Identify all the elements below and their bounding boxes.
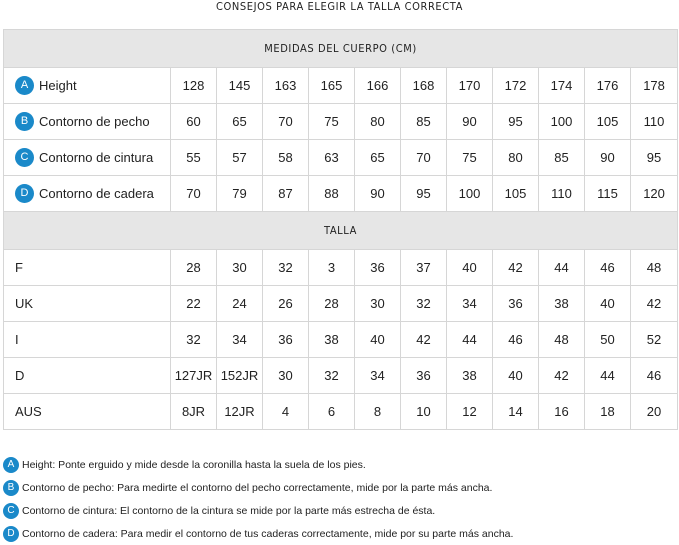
badge-icon: D xyxy=(3,526,19,542)
table-cell: 22 xyxy=(171,286,217,322)
table-cell: 85 xyxy=(401,104,447,140)
note-text: Contorno de pecho: Para medirte el contorno del pecho correctamente, mide por la parte más ancha. xyxy=(22,481,493,494)
table-cell: 32 xyxy=(401,286,447,322)
table-cell: 42 xyxy=(493,250,539,286)
table-cell: 28 xyxy=(309,286,355,322)
table-cell: 57 xyxy=(217,140,263,176)
badge-icon: B xyxy=(15,112,34,131)
badge-icon: A xyxy=(15,76,34,95)
table-cell: 55 xyxy=(171,140,217,176)
row-label xyxy=(4,250,171,286)
row-label-text: Contorno de cintura xyxy=(39,150,154,165)
size-header: TALLA xyxy=(4,212,678,250)
table-cell: 38 xyxy=(309,322,355,358)
size-chart-table xyxy=(3,29,678,430)
measurement-notes xyxy=(3,453,677,545)
table-cell: 32 xyxy=(309,358,355,394)
note-text: Height: Ponte erguido y mide desde la coronilla hasta la suela de los pies. xyxy=(22,458,366,471)
row-label xyxy=(4,286,171,322)
table-cell: 65 xyxy=(355,140,401,176)
row-label-text: D xyxy=(15,368,25,384)
badge-icon: C xyxy=(3,503,19,519)
table-cell: 46 xyxy=(493,322,539,358)
table-cell: 40 xyxy=(355,322,401,358)
table-cell: 120 xyxy=(631,176,678,212)
table-cell: 36 xyxy=(355,250,401,286)
table-cell: 65 xyxy=(217,104,263,140)
row-label-text: F xyxy=(15,260,23,276)
note-text: Contorno de cintura: El contorno de la cintura se mide por la parte más estrecha de ésta. xyxy=(22,504,436,517)
table-cell: 85 xyxy=(539,140,585,176)
table-cell: 110 xyxy=(631,104,678,140)
table-cell: 30 xyxy=(217,250,263,286)
table-cell: 95 xyxy=(401,176,447,212)
table-cell: 90 xyxy=(447,104,493,140)
table-cell: 100 xyxy=(447,176,493,212)
table-cell: 58 xyxy=(263,140,309,176)
table-row xyxy=(4,176,678,212)
table-cell: 172 xyxy=(493,68,539,104)
table-cell: 75 xyxy=(447,140,493,176)
table-cell: 46 xyxy=(631,358,678,394)
table-cell: 14 xyxy=(493,394,539,430)
table-cell: 95 xyxy=(631,140,678,176)
table-cell: 42 xyxy=(539,358,585,394)
table-cell: 165 xyxy=(309,68,355,104)
table-cell: 36 xyxy=(263,322,309,358)
table-cell: 30 xyxy=(355,286,401,322)
table-cell: 88 xyxy=(309,176,355,212)
table-cell: 8JR xyxy=(171,394,217,430)
row-label-text: Contorno de cadera xyxy=(39,186,154,201)
table-cell: 152JR xyxy=(217,358,263,394)
table-cell: 105 xyxy=(493,176,539,212)
table-cell: 34 xyxy=(447,286,493,322)
table-cell: 90 xyxy=(585,140,631,176)
table-body xyxy=(4,30,678,430)
table-cell: 100 xyxy=(539,104,585,140)
table-cell: 8 xyxy=(355,394,401,430)
table-cell: 70 xyxy=(401,140,447,176)
table-cell: 10 xyxy=(401,394,447,430)
note-text: Contorno de cadera: Para medir el contorno de tus caderas correctamente, mide por su parte más ancha. xyxy=(22,527,514,540)
table-cell: 36 xyxy=(493,286,539,322)
size-header-row xyxy=(4,212,678,250)
table-cell: 18 xyxy=(585,394,631,430)
table-cell: 80 xyxy=(355,104,401,140)
badge-icon: D xyxy=(15,184,34,203)
body-measurements-header: MEDIDAS DEL CUERPO (CM) xyxy=(4,30,678,68)
row-label-text: Contorno de pecho xyxy=(39,114,150,129)
table-cell: 40 xyxy=(447,250,493,286)
table-cell: 40 xyxy=(585,286,631,322)
row-label xyxy=(4,104,171,140)
table-cell: 70 xyxy=(263,104,309,140)
table-cell: 36 xyxy=(401,358,447,394)
table-cell: 90 xyxy=(355,176,401,212)
table-cell: 40 xyxy=(493,358,539,394)
table-cell: 46 xyxy=(585,250,631,286)
table-cell: 3 xyxy=(309,250,355,286)
table-cell: 178 xyxy=(631,68,678,104)
table-row xyxy=(4,286,678,322)
table-cell: 48 xyxy=(539,322,585,358)
table-cell: 50 xyxy=(585,322,631,358)
row-label xyxy=(4,358,171,394)
table-cell: 110 xyxy=(539,176,585,212)
table-cell: 42 xyxy=(401,322,447,358)
table-cell: 6 xyxy=(309,394,355,430)
note-item xyxy=(3,499,677,522)
table-cell: 32 xyxy=(263,250,309,286)
table-cell: 87 xyxy=(263,176,309,212)
table-cell: 168 xyxy=(401,68,447,104)
table-cell: 12 xyxy=(447,394,493,430)
table-cell: 52 xyxy=(631,322,678,358)
table-cell: 170 xyxy=(447,68,493,104)
table-row xyxy=(4,394,678,430)
row-label xyxy=(4,394,171,430)
table-cell: 28 xyxy=(171,250,217,286)
row-label xyxy=(4,140,171,176)
table-row xyxy=(4,322,678,358)
table-cell: 105 xyxy=(585,104,631,140)
table-cell: 34 xyxy=(217,322,263,358)
table-cell: 16 xyxy=(539,394,585,430)
table-cell: 20 xyxy=(631,394,678,430)
table-cell: 70 xyxy=(171,176,217,212)
table-cell: 63 xyxy=(309,140,355,176)
table-cell: 166 xyxy=(355,68,401,104)
table-cell: 30 xyxy=(263,358,309,394)
row-label-text: UK xyxy=(15,296,34,312)
note-item xyxy=(3,522,677,545)
table-cell: 24 xyxy=(217,286,263,322)
row-label-text: AUS xyxy=(15,404,42,420)
table-cell: 12JR xyxy=(217,394,263,430)
note-item xyxy=(3,453,677,476)
table-cell: 127JR xyxy=(171,358,217,394)
table-cell: 44 xyxy=(447,322,493,358)
table-row xyxy=(4,358,678,394)
row-label xyxy=(4,322,171,358)
table-cell: 4 xyxy=(263,394,309,430)
table-cell: 79 xyxy=(217,176,263,212)
table-cell: 38 xyxy=(539,286,585,322)
page-title: CONSEJOS PARA ELEGIR LA TALLA CORRECTA xyxy=(216,0,463,13)
table-cell: 48 xyxy=(631,250,678,286)
table-cell: 80 xyxy=(493,140,539,176)
table-cell: 44 xyxy=(585,358,631,394)
note-item xyxy=(3,476,677,499)
table-cell: 128 xyxy=(171,68,217,104)
body-measurements-header-row xyxy=(4,30,678,68)
table-cell: 174 xyxy=(539,68,585,104)
row-label xyxy=(4,68,171,104)
table-cell: 163 xyxy=(263,68,309,104)
badge-icon: C xyxy=(15,148,34,167)
table-cell: 32 xyxy=(171,322,217,358)
table-cell: 44 xyxy=(539,250,585,286)
table-cell: 60 xyxy=(171,104,217,140)
table-cell: 34 xyxy=(355,358,401,394)
row-label xyxy=(4,176,171,212)
table-cell: 95 xyxy=(493,104,539,140)
table-row xyxy=(4,250,678,286)
table-cell: 26 xyxy=(263,286,309,322)
table-row xyxy=(4,140,678,176)
table-cell: 176 xyxy=(585,68,631,104)
table-cell: 37 xyxy=(401,250,447,286)
table-cell: 75 xyxy=(309,104,355,140)
row-label-text: Height xyxy=(39,78,77,93)
table-row xyxy=(4,104,678,140)
table-cell: 38 xyxy=(447,358,493,394)
table-row xyxy=(4,68,678,104)
badge-icon: A xyxy=(3,457,19,473)
row-label-text: I xyxy=(15,332,19,348)
table-cell: 42 xyxy=(631,286,678,322)
badge-icon: B xyxy=(3,480,19,496)
table-cell: 115 xyxy=(585,176,631,212)
table-cell: 145 xyxy=(217,68,263,104)
